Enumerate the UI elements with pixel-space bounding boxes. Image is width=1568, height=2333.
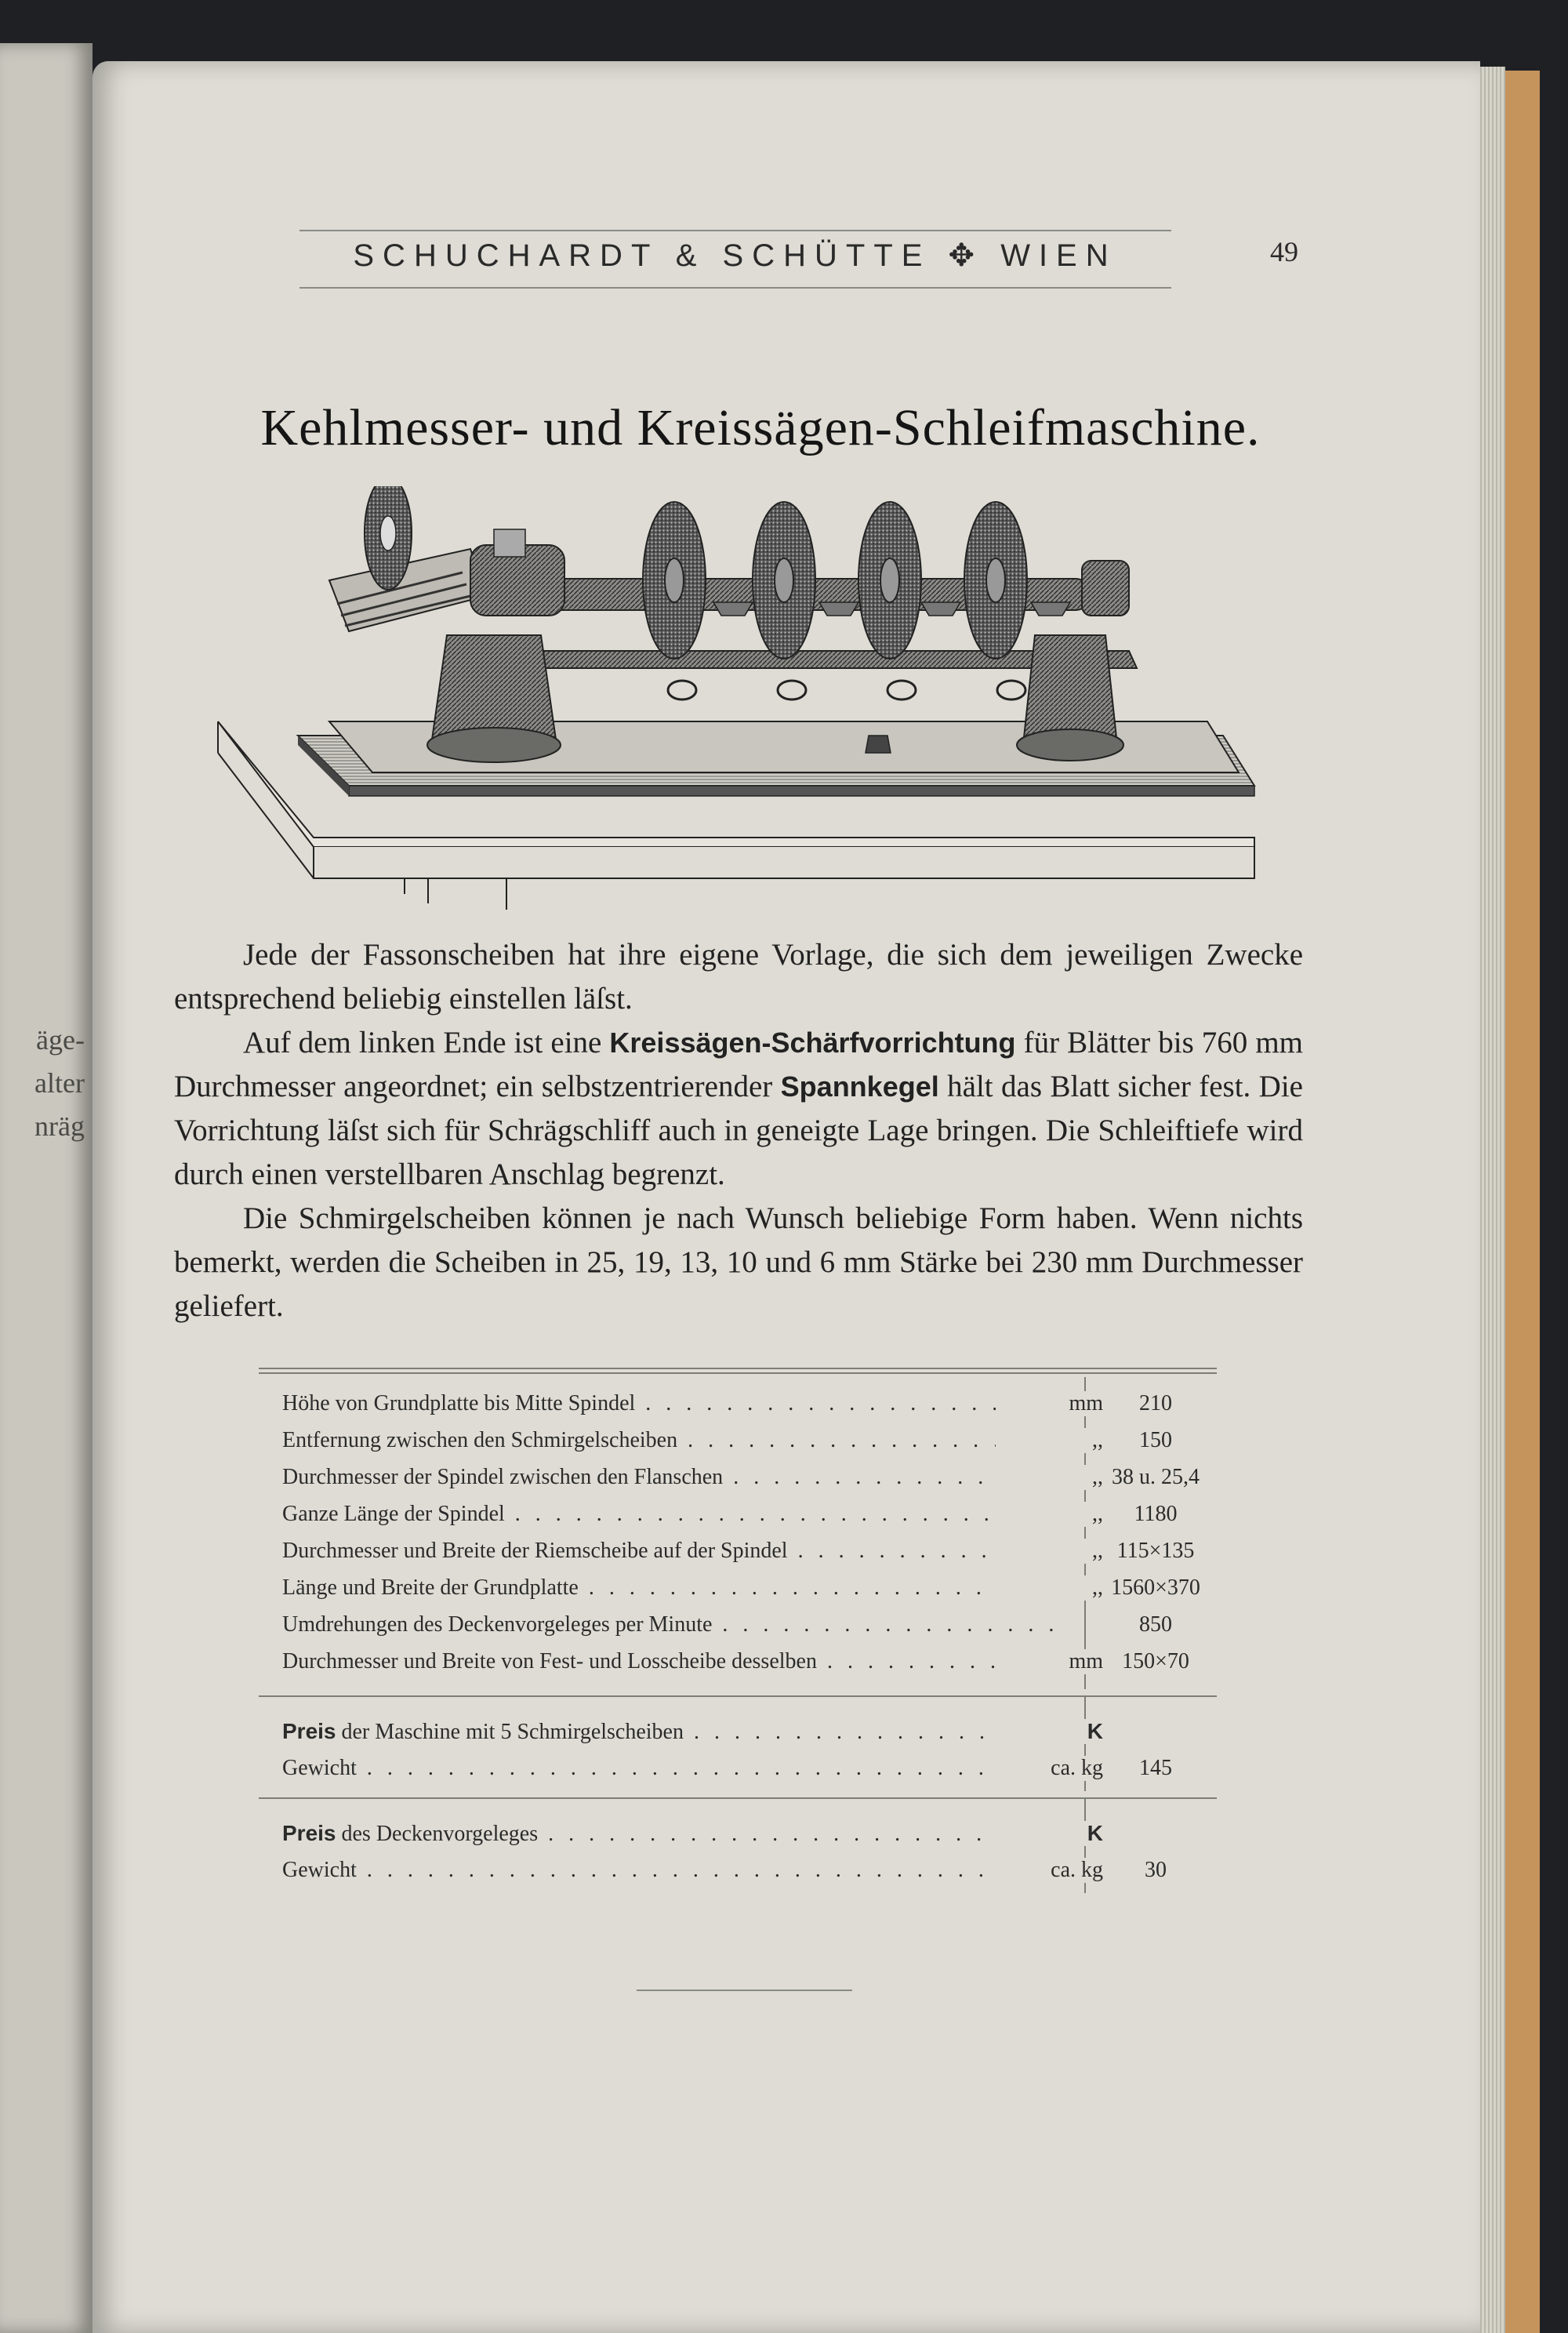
left-page-edge <box>0 43 93 2333</box>
left-page-fragment: nräg <box>34 1110 85 1142</box>
spec-unit: ,, <box>996 1575 1103 1601</box>
weight-label: Gewicht . . . <box>282 1756 1066 1781</box>
table-rule <box>259 1695 1217 1697</box>
header-rule-bottom <box>299 287 1171 289</box>
table-rule <box>259 1372 1217 1374</box>
spec-label: Länge und Breite der Grundplatte . . . <box>282 1575 1066 1601</box>
spec-value: 1180 <box>1134 1502 1178 1526</box>
table-row <box>259 1606 1217 1643</box>
spec-label: Durchmesser und Breite von Fest- und Losscheibe desselben . . . <box>282 1649 1066 1674</box>
grinding-machine-illustration <box>212 486 1262 910</box>
price-word: Preis <box>282 1821 336 1845</box>
price-unit: K <box>996 1821 1103 1846</box>
table-row <box>259 1385 1217 1422</box>
spec-value: 1560×370 <box>1111 1575 1200 1600</box>
emphasis-saw-sharpener: Kreissägen-Schärfvorrichtung <box>609 1027 1016 1059</box>
paragraph-3: Die Schmirgelscheiben können je nach Wunsch beliebige Form haben. Wenn nichts bemerkt, werden die Scheiben in 25, 19, 13, 10 und 6 mm Stärke bei 230 mm Durchmesser geliefert. <box>174 1201 1303 1323</box>
left-page-fragment: äge- <box>36 1024 85 1056</box>
table-row <box>259 1713 1217 1750</box>
table-row <box>259 1495 1217 1532</box>
spec-value: 38 u. 25,4 <box>1112 1465 1200 1489</box>
spec-rows <box>259 1385 1217 1680</box>
spec-unit: mm <box>996 1391 1103 1416</box>
spec-unit: mm <box>996 1649 1103 1674</box>
page-number: 49 <box>1270 236 1298 267</box>
table-rule <box>259 1797 1217 1799</box>
spec-label: Ganze Länge der Spindel . . . <box>282 1502 1066 1527</box>
page-title: Kehlmesser- und Kreissägen-Schleifmaschine. <box>260 399 1261 456</box>
emphasis-clamping-cone: Spannkegel <box>780 1070 939 1103</box>
table-row <box>259 1852 1217 1888</box>
weight-unit: ca. kg <box>996 1756 1103 1781</box>
price-block-machine <box>259 1713 1217 1786</box>
spec-label: Höhe von Grundplatte bis Mitte Spindel . . . <box>282 1391 1066 1416</box>
price-block-drive <box>259 1815 1217 1888</box>
spec-value: 115×135 <box>1116 1539 1195 1563</box>
table-row <box>259 1750 1217 1786</box>
paragraph-1: Jede der Fassonscheiben hat ihre eigene Vorlage, die sich dem jeweiligen Zwecke entsprechend beliebig einstellen läſst. <box>174 938 1303 1016</box>
paragraph-2 <box>174 1021 1303 1197</box>
table-rule <box>259 1368 1217 1369</box>
weight-value: 145 <box>1139 1756 1172 1780</box>
table-row <box>259 1569 1217 1606</box>
spec-label: Entfernung zwischen den Schmirgelscheiben . . . <box>282 1428 1066 1453</box>
spec-unit: ,, <box>996 1539 1103 1564</box>
description-text <box>174 933 1303 1328</box>
spec-label: Umdrehungen des Deckenvorgeleges per Minute . . . <box>282 1612 1066 1637</box>
price-word: Preis <box>282 1719 336 1743</box>
book-cover-edge <box>1505 71 1540 2333</box>
header-rule-top <box>299 230 1171 231</box>
left-page-fragment: alter <box>34 1067 85 1099</box>
table-row <box>259 1643 1217 1680</box>
spec-value: 210 <box>1139 1391 1172 1415</box>
spec-value: 150 <box>1139 1428 1172 1452</box>
price-text: des Deckenvorgeleges <box>336 1822 539 1846</box>
table-row <box>259 1815 1217 1852</box>
paragraph-2-text: Auf dem linken Ende ist eine <box>243 1026 610 1059</box>
price-text: der Maschine mit 5 Schmirgelscheiben <box>336 1720 684 1744</box>
weight-unit: ca. kg <box>996 1858 1103 1883</box>
spec-unit: ,, <box>996 1428 1103 1453</box>
table-row <box>259 1459 1217 1495</box>
paragraph-2-text: hält das Blatt sicher fest. Die Vorrichtung läſst sich für Schrägschliff auch in geneigte Lage bringen. Die Schleiftiefe wird durch einen verstellbaren Anschlag begrenzt. <box>174 1070 1303 1191</box>
price-label <box>282 1821 1066 1847</box>
running-header: SCHUCHARDT & SCHÜTTE ✥ WIEN <box>353 238 1117 273</box>
closing-rule <box>637 1990 852 1991</box>
spec-value: 850 <box>1139 1612 1172 1637</box>
spec-unit: ,, <box>996 1465 1103 1490</box>
weight-value: 30 <box>1145 1858 1167 1882</box>
table-row <box>259 1532 1217 1569</box>
spec-value: 150×70 <box>1122 1649 1189 1673</box>
price-unit: K <box>996 1719 1103 1744</box>
spec-label: Durchmesser der Spindel zwischen den Flanschen . . . <box>282 1465 1066 1490</box>
price-label <box>282 1719 1066 1745</box>
spec-unit: ,, <box>996 1502 1103 1527</box>
table-row <box>259 1422 1217 1459</box>
spec-label: Durchmesser und Breite der Riemscheibe auf der Spindel . . . <box>282 1539 1066 1564</box>
paragraph-2-text: für Blätter bis 760 mm Durchmesser angeordnet; ein selbstzentrierender <box>174 1026 1303 1103</box>
weight-label: Gewicht . . . <box>282 1858 1066 1883</box>
